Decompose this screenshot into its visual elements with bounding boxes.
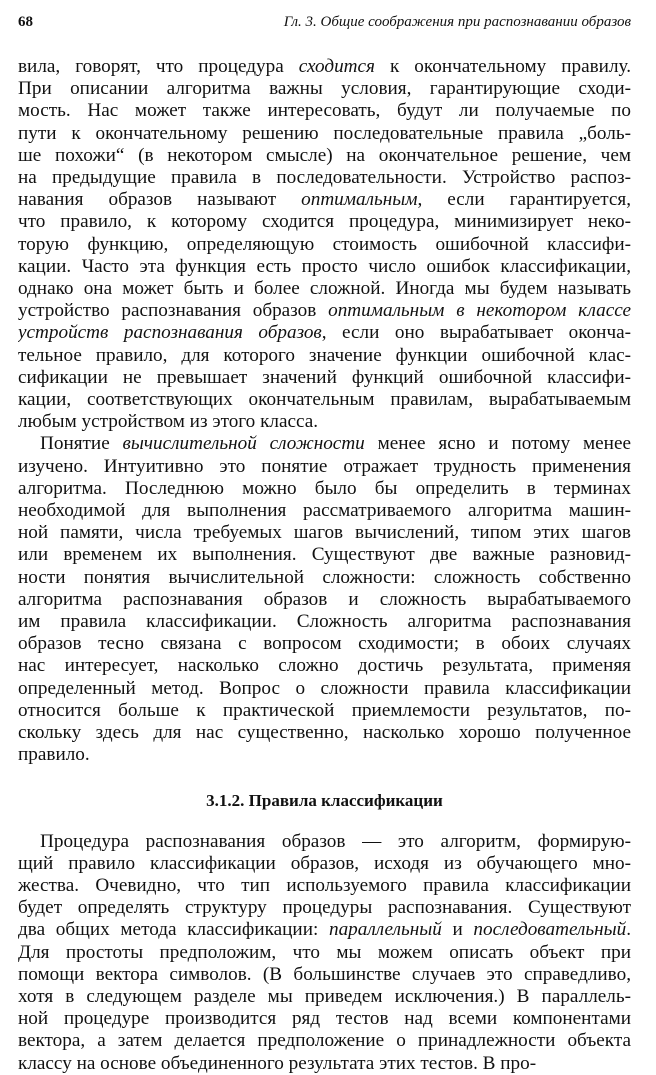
text-line bbox=[18, 433, 631, 455]
text-line bbox=[18, 234, 631, 256]
text-run: или временем их выполнения. Существуют две важные разновид- bbox=[18, 544, 631, 566]
text-run: кации. Часто эта функция есть просто число ошибок классификации, bbox=[18, 255, 631, 277]
text-run: Для простоты предположим, что мы можем описать объект при bbox=[18, 941, 631, 963]
text-run: жества. Очевидно, что тип используемого правила классификации bbox=[18, 874, 631, 896]
text-line bbox=[18, 389, 631, 411]
text-line bbox=[18, 611, 631, 633]
text-run: скольку здесь для нас существенно, насколько хорошо полученное bbox=[18, 722, 631, 744]
text-line bbox=[18, 278, 631, 300]
text-line bbox=[18, 744, 631, 766]
text-run: помощи вектора символов. (В большинстве случаев это справедливо, bbox=[18, 963, 631, 985]
text-run: классу на основе объединенного результата этих тестов. В про- bbox=[18, 1052, 537, 1074]
text-line bbox=[18, 145, 631, 167]
text-run: нас интересует, насколько сложно достичь результата, применяя bbox=[18, 655, 631, 677]
text-line bbox=[18, 589, 631, 611]
text-run: правило. bbox=[18, 744, 90, 766]
text-line bbox=[18, 964, 631, 986]
text-line bbox=[18, 56, 631, 78]
text-line bbox=[18, 167, 631, 189]
text-run: вила, говорят, что процедура bbox=[18, 56, 299, 77]
text-line bbox=[18, 1030, 631, 1052]
text-run: Процедура распознавания образов — это алгоритм, формирую- bbox=[40, 830, 631, 852]
text-run: навания образов называют bbox=[18, 189, 302, 211]
page-number: 68 bbox=[18, 14, 33, 30]
text-run: хотя в следующем разделе мы приведем исключения.) В параллель- bbox=[18, 985, 631, 1007]
text-run: ше похожи“ (в некотором смысле) на окончательное решение, чем bbox=[18, 144, 631, 166]
text-line bbox=[18, 567, 631, 589]
text-line bbox=[18, 544, 631, 566]
emphasized-term: оптимальным bbox=[301, 189, 418, 211]
text-run: кации, соответствующих окончательным правилам, вырабатываемым bbox=[18, 389, 631, 411]
text-line bbox=[18, 123, 631, 145]
text-line bbox=[18, 1053, 631, 1075]
emphasized-term: параллельный bbox=[328, 919, 442, 941]
emphasized-term: устройств распознавания образов bbox=[18, 322, 322, 344]
text-line bbox=[18, 655, 631, 677]
emphasized-term: сходится bbox=[298, 56, 375, 77]
text-run: торую функцию, определяющую стоимость ошибочной классифи- bbox=[18, 233, 631, 255]
text-run: пути к окончательному решению последовательные правила „боль- bbox=[18, 122, 631, 144]
text-run: менее ясно и потому менее bbox=[364, 433, 631, 455]
text-line bbox=[18, 919, 631, 941]
text-line bbox=[18, 367, 631, 389]
text-run: однако она может быть и более сложной. Иногда мы будем называть bbox=[18, 278, 631, 300]
text-run: и bbox=[441, 919, 474, 941]
text-line bbox=[18, 78, 631, 100]
text-line bbox=[18, 722, 631, 744]
text-run: что правило, к которому сходится процедура, минимизирует неко- bbox=[18, 211, 631, 233]
text-line bbox=[18, 678, 631, 700]
text-run: алгоритма. Последнюю можно было бы определить в терминах bbox=[18, 477, 631, 499]
text-run: изучено. Интуитивно это понятие отражает трудность применения bbox=[18, 455, 631, 477]
text-run: к окончательному правилу. bbox=[374, 56, 631, 77]
text-run: сификации не превышает значений функций ошибочной классифи- bbox=[18, 366, 631, 388]
text-line bbox=[18, 500, 631, 522]
chapter-title: Гл. 3. Общие соображения при распознавании образов bbox=[283, 14, 631, 30]
text-line bbox=[18, 345, 631, 367]
text-line bbox=[18, 189, 631, 211]
text-run: Понятие bbox=[40, 433, 123, 455]
text-line bbox=[18, 411, 631, 433]
paragraph-convergence bbox=[18, 56, 631, 433]
text-run: устройство распознавания образов bbox=[18, 300, 329, 322]
text-line bbox=[18, 456, 631, 478]
text-run: относится больше к практической приемлемости результатов, по- bbox=[18, 699, 631, 721]
text-run: ности понятия вычислительной сложности: сложность собственно bbox=[18, 566, 631, 588]
text-run: . bbox=[626, 919, 631, 941]
text-line bbox=[18, 1008, 631, 1030]
text-run: При описании алгоритма важны условия, гарантирующие сходи- bbox=[18, 78, 631, 100]
text-line bbox=[18, 211, 631, 233]
text-run: щий правило классификации образов, исходя из обучающего мно- bbox=[18, 852, 631, 874]
section-heading: 3.1.2. Правила классификации bbox=[206, 790, 443, 810]
text-line bbox=[18, 831, 631, 853]
emphasized-term: вычислительной сложности bbox=[122, 433, 365, 455]
text-line bbox=[18, 522, 631, 544]
text-run: будет определять структуру процедуры распознавания. Существуют bbox=[18, 897, 631, 919]
text-run: любым устройством из этого класса. bbox=[18, 411, 319, 433]
text-run: на предыдущие правила в последовательности. Устройство распоз- bbox=[18, 167, 631, 189]
paragraph-classification-rules bbox=[18, 831, 631, 1075]
text-run: определенный метод. Вопрос о сложности правила классификации bbox=[18, 677, 631, 699]
text-run: тельное правило, для которого значение функции ошибочной клас- bbox=[18, 344, 631, 366]
text-run: ной памяти, числа требуемых шагов вычислений, типом этих шагов bbox=[18, 522, 631, 544]
text-line bbox=[18, 322, 631, 344]
text-run: вектора, а затем делается предположение о принадлежности объекта bbox=[18, 1030, 631, 1052]
text-line bbox=[18, 986, 631, 1008]
text-run: , если оно вырабатывает оконча- bbox=[321, 322, 631, 344]
text-line bbox=[18, 700, 631, 722]
text-run: ной процедуре производится ряд тестов над всеми компонентами bbox=[18, 1008, 631, 1030]
emphasized-term: оптимальным в некотором классе bbox=[328, 300, 631, 322]
running-head bbox=[18, 10, 631, 42]
text-run: необходимой для выполнения рассматриваемого алгоритма машин- bbox=[18, 500, 631, 522]
text-run: образов тесно связана с вопросом сходимости; в обоих случаях bbox=[18, 633, 631, 655]
text-line bbox=[18, 256, 631, 278]
text-line bbox=[18, 875, 631, 897]
text-line bbox=[18, 633, 631, 655]
text-line bbox=[18, 942, 631, 964]
text-line bbox=[18, 100, 631, 122]
text-line bbox=[18, 478, 631, 500]
text-run: алгоритма распознавания образов и сложность вырабатываемого bbox=[18, 588, 631, 610]
text-run: два общих метода классификации: bbox=[18, 919, 329, 941]
text-line bbox=[18, 300, 631, 322]
text-line bbox=[18, 897, 631, 919]
text-run: мость. Нас может также интересовать, будут ли получаемые по bbox=[18, 100, 631, 122]
text-run: им правила классификации. Сложность алгоритма распознавания bbox=[18, 611, 631, 633]
text-run: , если гарантируется, bbox=[417, 189, 631, 211]
emphasized-term: последовательный bbox=[473, 919, 627, 941]
paragraph-complexity bbox=[18, 433, 631, 766]
text-line bbox=[18, 853, 631, 875]
